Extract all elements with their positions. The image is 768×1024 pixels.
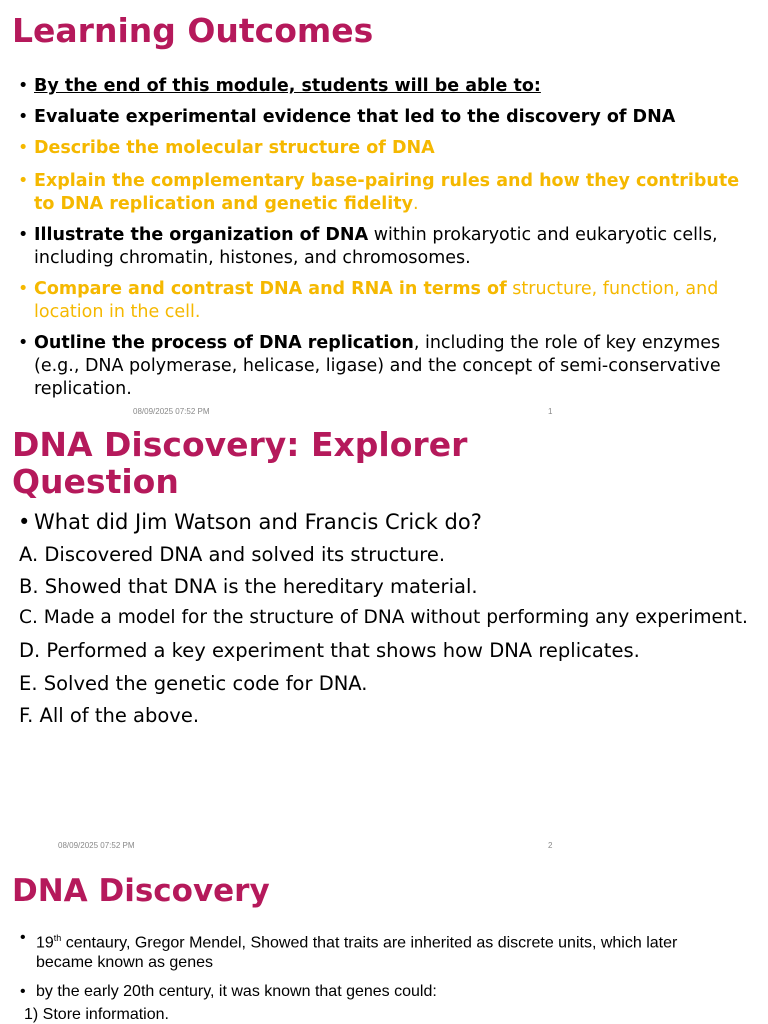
gene-capability-1: 1) Store information.: [24, 1006, 169, 1023]
slide-1-footer-date: 08/09/2025 07:52 PM: [133, 407, 210, 416]
outcome-1: • Evaluate experimental evidence that led to the discovery of DNA: [18, 106, 750, 129]
outcome-5: • Compare and contrast DNA and RNA in terms of structure, function, and location in the cell.: [18, 278, 750, 324]
slide-2-footer-date: 08/09/2025 07:52 PM: [58, 841, 135, 850]
option-f: F. All of the above.: [19, 704, 200, 727]
outcome-3: • Explain the complementary base-pairing rules and how they contribute to DNA replication and genetic fidelity.: [18, 170, 750, 216]
slide-3: [0, 858, 768, 1024]
discovery-point-2: • by the early 20th century, it was known that genes could:: [20, 982, 728, 1002]
option-a: A. Discovered DNA and solved its structure.: [19, 543, 446, 566]
question-list: [18, 509, 750, 535]
outcome-6: • Outline the process of DNA replication, including the role of key enzymes (e.g., DNA polymerase, helicase, ligase) and the concept of semi-conservative replication.: [18, 332, 750, 401]
slide-2: [0, 418, 768, 858]
outcome-4: • Illustrate the organization of DNA within prokaryotic and eukaryotic cells, including chromatin, histones, and chromosomes.: [18, 224, 750, 270]
discovery-point-1: • 19th centaury, Gregor Mendel, Showed that traits are inherited as discrete units, which later became known as genes: [20, 928, 728, 973]
slide-2-page-number: 2: [548, 841, 553, 850]
option-e: E. Solved the genetic code for DNA.: [19, 672, 368, 695]
option-c: C. Made a model for the structure of DNA without performing any experiment.: [19, 607, 748, 628]
slide-3-title: DNA Discovery: [12, 873, 270, 909]
outcomes-intro: • By the end of this module, students will be able to:: [18, 75, 750, 98]
slide-2-title: DNA Discovery: Explorer Question: [12, 425, 468, 501]
slide-1: [0, 0, 768, 418]
question-text: • What did Jim Watson and Francis Crick do?: [18, 509, 750, 535]
discovery-list: [20, 928, 728, 1002]
slide-1-title: Learning Outcomes: [12, 11, 374, 50]
slide-1-page-number: 1: [548, 407, 553, 416]
outcomes-list: [18, 75, 750, 401]
option-d: D. Performed a key experiment that shows how DNA replicates.: [19, 639, 640, 662]
option-b: B. Showed that DNA is the hereditary material.: [19, 575, 478, 598]
outcome-2: • Describe the molecular structure of DNA: [18, 137, 750, 160]
